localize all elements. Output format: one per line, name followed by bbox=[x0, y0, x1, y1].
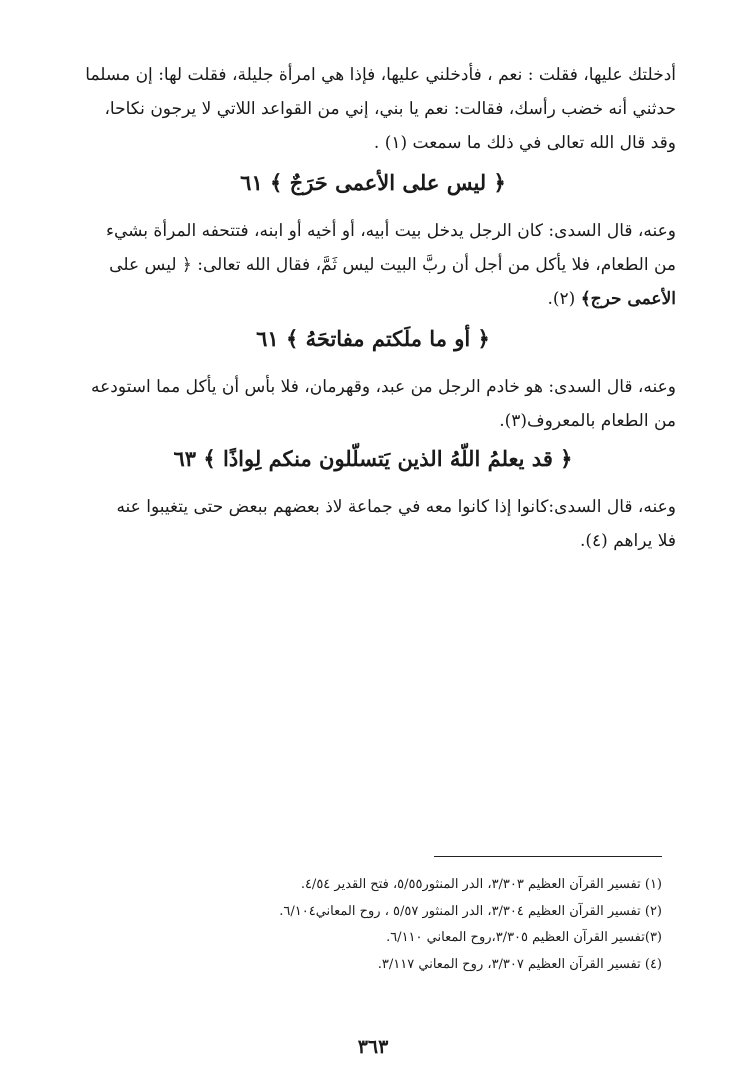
text-line: فلا يراهم (٤). bbox=[579, 531, 676, 551]
paragraph-2 bbox=[70, 214, 676, 316]
footnote: (٢) تفسير القرآن العظيم ٣/٣٠٤، الدر المنثور ٥/٥٧ ، روح المعاني٦/١٠٤. bbox=[279, 903, 662, 919]
verse-inline: الأعمى حرج﴾ bbox=[580, 289, 676, 309]
footnotes bbox=[80, 872, 662, 978]
text-line: وعنه، قال السدى: كان الرجل يدخل بيت أبيه، أو أخيه أو ابنه، فتتحفه المرأة بشيء bbox=[105, 221, 676, 241]
paragraph-3 bbox=[70, 370, 676, 438]
text-line: من الطعام بالمعروف(٣). bbox=[499, 411, 676, 431]
text-line: وعنه، قال السدى:كانوا إذا كانوا معه في جماعة لاذ بعضهم ببعض حتى يتغيبوا عنه bbox=[116, 497, 676, 517]
page-number: ٣٦٣ bbox=[357, 1036, 389, 1058]
footnote: (٤) تفسير القرآن العظيم ٣/٣٠٧، روح المعاني ٣/١١٧. bbox=[377, 956, 662, 972]
footnote: (١) تفسير القرآن العظيم ٣/٣٠٣، الدر المنثور٥/٥٥، فتح القدير ٤/٥٤. bbox=[300, 877, 662, 892]
footnote-divider bbox=[434, 856, 662, 857]
paragraph-4 bbox=[70, 490, 676, 558]
verse-heading-1: ﴿ ليس على الأعمى حَرَجٌ ﴾ ٦١ bbox=[240, 170, 506, 195]
text-line: أدخلتك عليها، فقلت : نعم ، فأدخلني عليها، فإذا هي امرأة جليلة، فقلت لها: إن مسلما bbox=[85, 65, 676, 85]
paragraph-1 bbox=[70, 58, 676, 160]
text-line-last bbox=[70, 282, 676, 316]
verse-heading-2: ﴿ أو ما ملَكتم مفاتحَهُ ﴾ ٦١ bbox=[256, 326, 490, 351]
verse-heading-3: ﴿ قد يعلمُ اللّهُ الذين يَتسلّلون منكم لِواذًا ﴾ ٦٣ bbox=[173, 446, 573, 471]
text-line: من الطعام، فلا يأكل من أجل أن ربَّ البيت ليس ثَمَّ، فقال الله تعالى: ﴿ ليس على bbox=[109, 255, 676, 275]
text-line: وقد قال الله تعالى في ذلك ما سمعت (١) . bbox=[373, 133, 676, 153]
footnote-ref: (٢). bbox=[547, 289, 581, 309]
text-line: حدثني أنه خضب رأسك، فقالت: نعم يا بني، إني من القواعد اللاتي لا يرجون نكاحا، bbox=[104, 99, 676, 119]
footnote: (٣)تفسير القرآن العظيم ٣/٣٠٥،روح المعاني ٦/١١٠. bbox=[386, 930, 662, 945]
text-line: وعنه، قال السدى: هو خادم الرجل من عبد، وقهرمان، فلا بأس أن يأكل مما استودعه bbox=[91, 377, 676, 397]
